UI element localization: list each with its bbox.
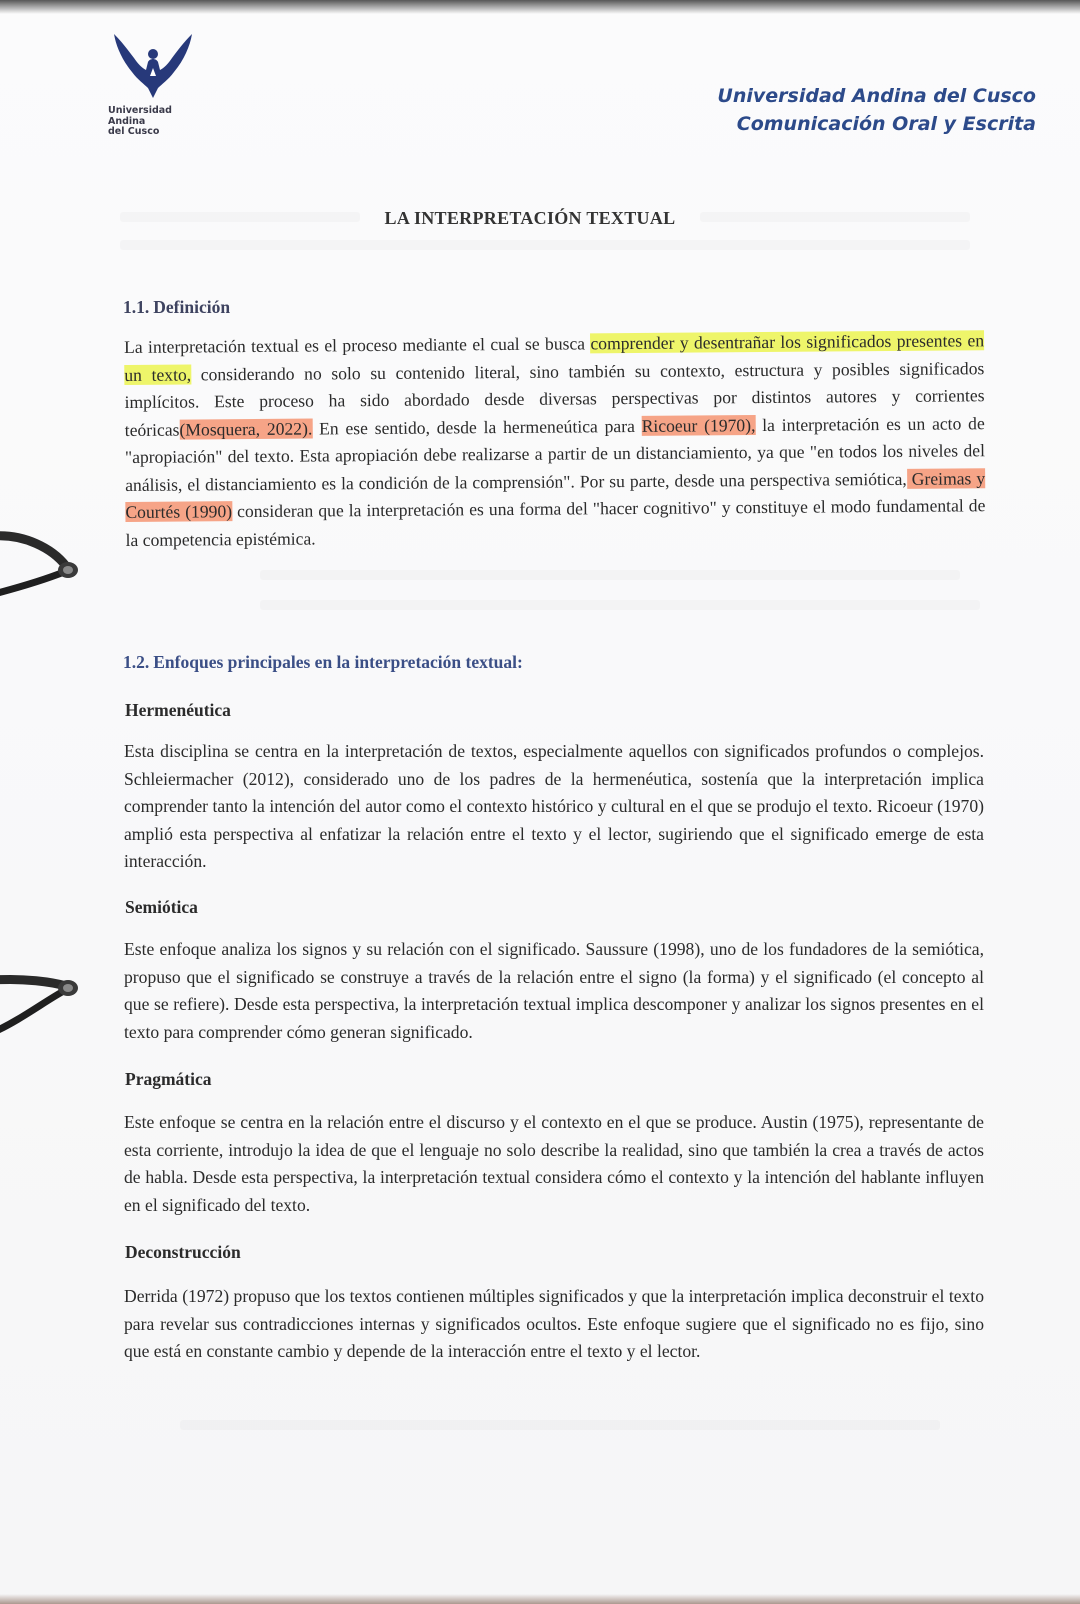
header-university: Universidad Andina del Cusco [717, 85, 1036, 107]
approach-heading-deconstruction: Deconstrucción [125, 1242, 241, 1262]
section-number: 1.1. [123, 297, 150, 317]
bleed-through [120, 240, 970, 250]
definition-text-4: la interpretación es un acto de "apropiación" del texto. Esta apropiación debe realizarse a partir de un distanciamiento, ya que "en todos los niveles del análisis, el distanciamiento es la condición de la comprensión". Por su parte, desde una perspectiva semiótica, [124, 412, 986, 495]
university-logo [108, 28, 198, 138]
highlight-yellow-1: comprender y desentrañar los significados presentes en un texto, [124, 330, 985, 385]
document-title: LA INTERPRETACIÓN TEXTUAL [384, 208, 676, 228]
section-title: Enfoques principales en la interpretación textual: [153, 652, 523, 672]
logo-wordmark [108, 106, 198, 138]
logo-line-1: Universidad [108, 105, 172, 116]
definition-text-5: consideran que la interpretación es una forma del "hacer cognitivo" y constituye el modo fundamental de la competencia epistémica. [125, 495, 986, 550]
approach-text-semiotics: Este enfoque analiza los signos y su relación con el significado. Saussure (1998), uno de los fundadores de la semiótica, propuso que el significado se construye a través de la relación entre el signo (la forma) y el significado (el concepto al que se refiere). Desde esta perspectiva, la interpretación textual implica descomponer y analizar los signos presentes en el texto para comprender cómo generan significado. [124, 939, 984, 1042]
page-top-shadow [0, 0, 1080, 14]
approach-text-deconstruction: Derrida (1972) propuso que los textos contienen múltiples significados y que la interpretación implica deconstruir el texto para revelar sus contradicciones internas y significados ocultos. Este enfoque sugiere que el significado no es fijo, sino que está en constante cambio y depende de la interacción entre el texto y el lector. [124, 1286, 984, 1361]
page-bottom-edge [0, 1594, 1080, 1604]
page-header [717, 82, 1036, 138]
binder-ring-icon [0, 526, 89, 596]
approach-text-pragmatics: Este enfoque se centra en la relación entre el discurso y el contexto en el que se produce. Austin (1975), representante de esta corriente, introdujo la idea de que el lenguaje no solo describe la realidad, sino que también la crea a través de actos de habla. Desde esta perspectiva, la interpretación textual considera cómo el contexto y la intención del hablante influyen en el significado del texto. [124, 1112, 984, 1215]
section-number: 1.2. [123, 652, 150, 672]
highlight-orange-ricoeur: Ricoeur (1970), [641, 414, 756, 436]
definition-text-2: considerando no solo su contenido literal, sino también su contexto, estructura y posibles significados implícitos. Este proceso ha sido abordado desde diversas perspectivas por distintos autores y corrientes teóricas [124, 357, 985, 440]
highlight-orange-greimas: Greimas y Courtés (1990) [125, 467, 986, 522]
logo-line-3: del Cusco [108, 126, 160, 137]
highlight-orange-mosquera: (Mosquera, 2022). [179, 418, 313, 440]
binder-ring-icon [0, 966, 89, 1036]
section-heading-definition [123, 297, 230, 318]
definition-text-1: La interpretación textual es el proceso mediante el cual se busca [124, 333, 591, 357]
approach-text-hermeneutics: Esta disciplina se centra en la interpretación de textos, especialmente aquellos con significados profundos o complejos. Schleiermacher (2012), considerado uno de los padres de la hermenéutica, sostenía que la interpretación implica comprender tanto la intención del autor como el contexto histórico y cultural en el que se produjo el texto. Ricoeur (1970) amplió esta perspectiva al enfatizar la relación entre el texto y el lector, sugiriendo que el significado emerge de esta interacción. [124, 741, 984, 871]
bleed-through [180, 1420, 940, 1430]
approach-heading-semiotics: Semiótica [125, 897, 198, 917]
condor-emblem-icon [112, 28, 194, 100]
bleed-through [260, 600, 980, 610]
bleed-through [260, 570, 960, 580]
section-title: Definición [153, 297, 231, 317]
logo-line-2: Andina [108, 115, 146, 127]
definition-text-3: En ese sentido, desde la hermeneútica para [312, 415, 642, 439]
definition-paragraph [124, 327, 986, 554]
approach-heading-pragmatics: Pragmática [125, 1069, 212, 1089]
section-heading-approaches [123, 652, 523, 673]
approach-heading-hermeneutics: Hermenéutica [125, 700, 231, 720]
header-course: Comunicación Oral y Escrita [736, 113, 1036, 135]
